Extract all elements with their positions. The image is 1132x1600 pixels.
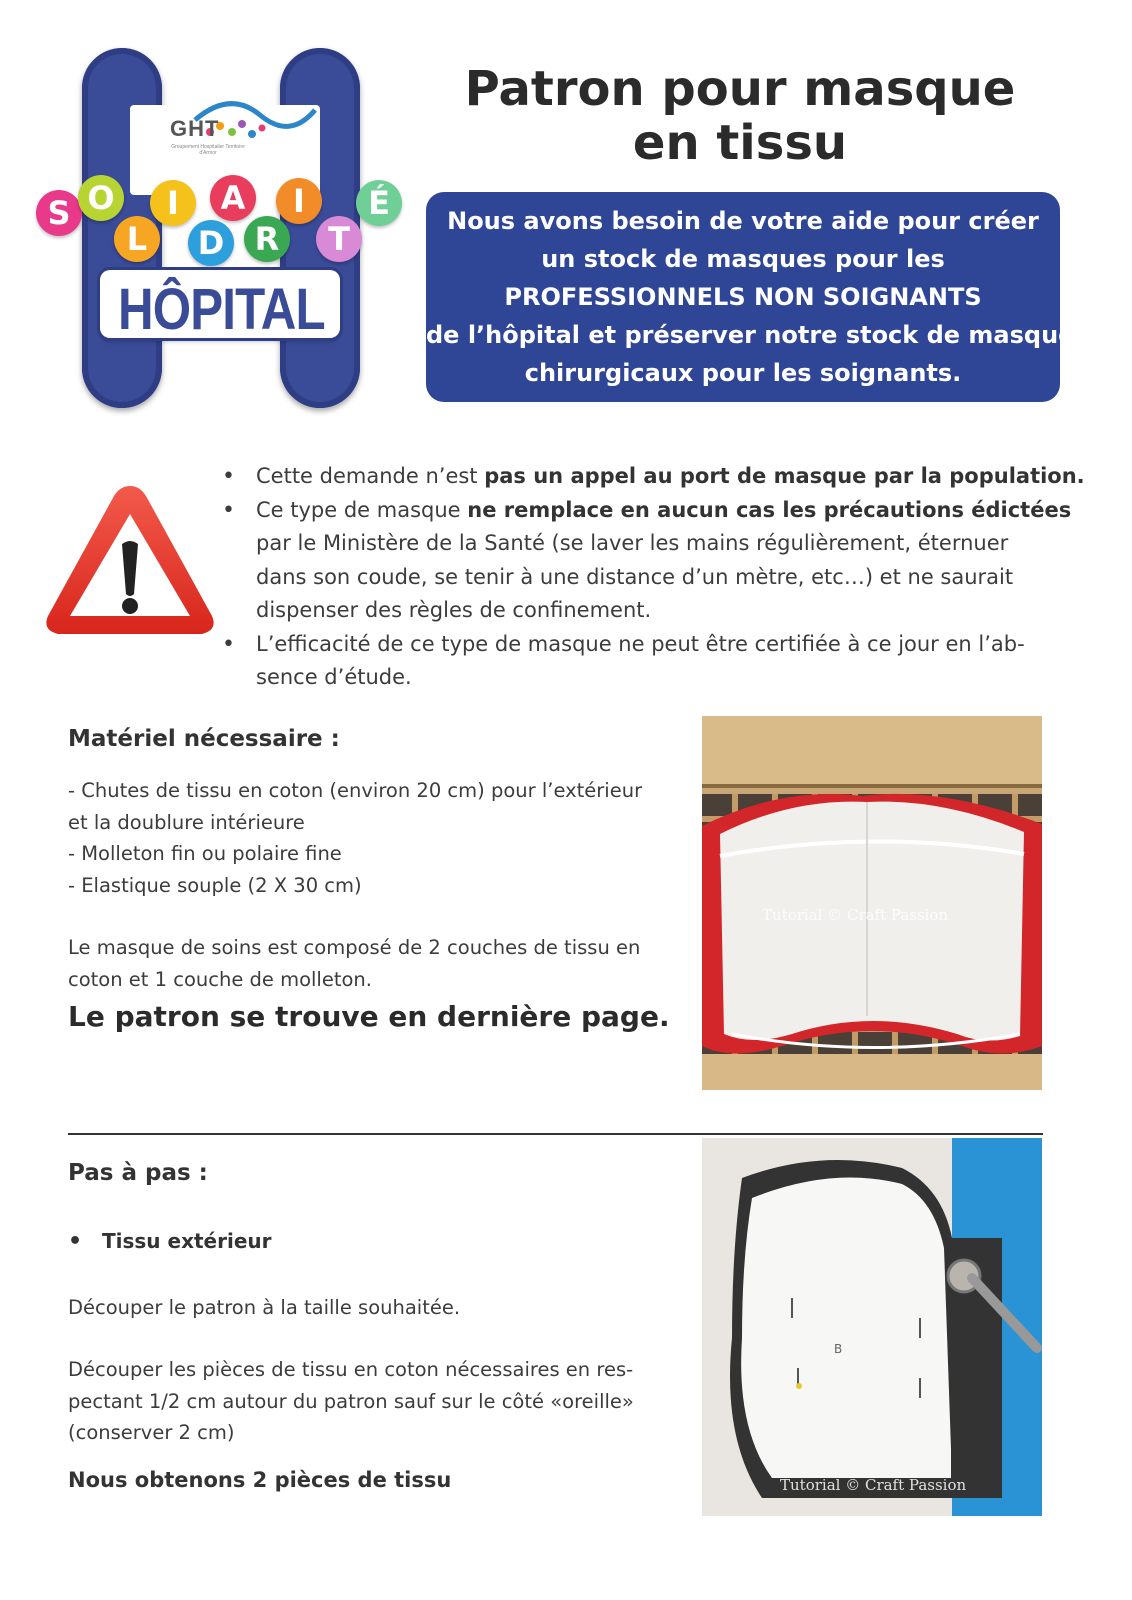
title-line-2: en tissu [632, 115, 848, 171]
bullet-2-line-2: par le Ministère de la Santé (se laver les mains régulièrement, éternuer [256, 531, 1009, 555]
warning-bullet-2 [222, 494, 1092, 628]
photo2-pattern-mark: B [834, 1342, 843, 1356]
warning-bullets [222, 460, 1092, 695]
bullet-3-line-1: L’efficacité de ce type de masque ne peut être certifiée à ce jour en l’ab- [256, 631, 1025, 656]
logo-letter-d: D [188, 220, 234, 266]
materiel-line-1: - Chutes de tissu en coton (environ 20 cm) pour l’extérieur [68, 779, 643, 802]
bullet-1-text: Cette demande n’est [256, 464, 485, 488]
bullet-2-line-3: dans son coude, se tenir à une distance d’un mètre, etc…) et ne saurait [256, 564, 1014, 589]
pattern-cutting-photo [702, 1138, 1042, 1516]
step-bullet-label: Tissu extérieur [102, 1229, 272, 1253]
banner-line-3: PROFESSIONNELS NON SOIGNANTS [504, 283, 982, 311]
warning-triangle-icon [40, 478, 220, 643]
materiel-list [68, 775, 708, 901]
ght-subtitle: Groupement Hospitalier Territoire d'Armor [171, 144, 245, 156]
bullet-1-bold: pas un appel au port de masque par la population. [484, 464, 1085, 488]
logo-letter-i: I [150, 180, 196, 226]
solidarite-hopital-logo [30, 40, 420, 420]
logo-letter-a: A [210, 175, 256, 221]
ght-label: GHT [170, 116, 220, 141]
warning-bullet-3 [222, 628, 1092, 695]
section-divider [68, 1133, 1043, 1135]
appeal-banner [426, 192, 1089, 402]
materiel-desc-line-2: coton et 1 couche de molleton. [68, 967, 372, 991]
patron-notice: Le patron se trouve en dernière page. [68, 1000, 670, 1033]
logo-letter-i2: I [276, 178, 322, 224]
logo-letter-s: S [36, 190, 82, 236]
step-p2-line-1: Découper les pièces de tissu en coton nécessaires en res- [68, 1358, 634, 1381]
steps-heading: Pas à pas : [68, 1160, 208, 1186]
page-title [430, 62, 1050, 170]
warning-bullet-1 [222, 460, 1092, 494]
step-p2-line-3: (conserver 2 cm) [68, 1421, 235, 1444]
step-bullet-tissu-exterieur [68, 1229, 271, 1254]
bullet-2-line-4: dispenser des règles de confinement. [256, 598, 652, 622]
logo-letter-l: L [114, 216, 160, 262]
materiel-description [68, 932, 708, 995]
bullet-2-bold: ne remplace en aucun cas les précautions édictées [467, 497, 1072, 522]
step-paragraph-2 [68, 1354, 708, 1449]
bullet-3-line-2: sence d’étude. [256, 665, 412, 689]
logo-letter-r: R [244, 216, 290, 262]
steps-result: Nous obtenons 2 pièces de tissu [68, 1468, 452, 1492]
materiel-heading: Matériel nécessaire : [68, 726, 340, 752]
mask-photo [702, 716, 1042, 1090]
step-p2-line-2: pectant 1/2 cm autour du patron sauf sur le côté «oreille» [68, 1389, 634, 1413]
title-line-1: Patron pour masque [464, 61, 1016, 117]
materiel-line-4: - Elastique souple (2 X 30 cm) [68, 873, 362, 897]
step-paragraph-1: Découper le patron à la taille souhaitée. [68, 1296, 461, 1319]
banner-line-1: Nous avons besoin de votre aide pour créer [447, 207, 1039, 235]
materiel-line-2: et la doublure intérieure [68, 810, 305, 834]
banner-line-2: un stock de masques pour les [541, 245, 945, 273]
photo1-watermark: Tutorial © Craft Passion [762, 906, 949, 924]
hopital-label: HÔPITAL [118, 277, 325, 342]
materiel-line-3: - Molleton fin ou polaire fine [68, 842, 342, 865]
logo-letter-t: T [316, 216, 362, 262]
photo2-watermark: Tutorial © Craft Passion [780, 1476, 967, 1494]
banner-line-5: chirurgicaux pour les soignants. [524, 359, 962, 387]
bullet-2-text: Ce type de masque [256, 497, 468, 522]
logo-letter-e: É [356, 180, 402, 226]
bullet-dot-icon: • [68, 1229, 83, 1254]
materiel-desc-line-1: Le masque de soins est composé de 2 couches de tissu en [68, 936, 641, 959]
logo-letter-o: O [78, 175, 124, 221]
banner-line-4: de l’hôpital et préserver notre stock de masques [426, 321, 1089, 349]
